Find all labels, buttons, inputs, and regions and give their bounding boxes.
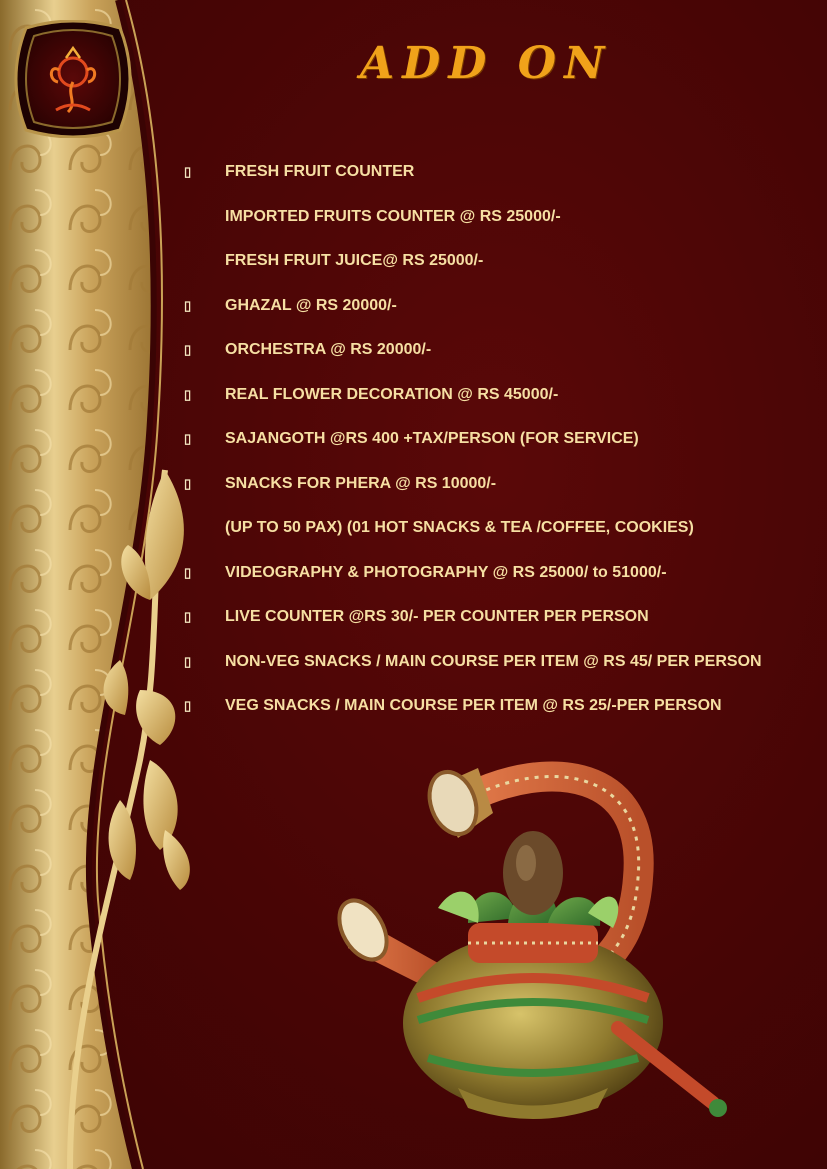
- list-item-text: LIVE COUNTER @RS 30/- PER COUNTER PER PERSON: [225, 608, 649, 626]
- kalash-pot-icon: [318, 758, 738, 1123]
- ganesha-emblem-icon: [6, 20, 140, 138]
- list-item: [180, 373, 820, 418]
- list-item: [180, 239, 820, 284]
- list-item: [180, 640, 820, 685]
- list-item-text: SAJANGOTH @RS 400 +TAX/PERSON (FOR SERVICE): [225, 430, 639, 448]
- bullet-icon: ▯: [184, 653, 192, 669]
- list-item-text: GHAZAL @ RS 20000/-: [225, 296, 397, 314]
- bullet-icon: ▯: [184, 698, 192, 714]
- list-item: [180, 684, 820, 729]
- list-item-text: VIDEOGRAPHY & PHOTOGRAPHY @ RS 25000/ to 51000/-: [225, 563, 667, 581]
- list-item-text: (UP TO 50 PAX) (01 HOT SNACKS & TEA /COFFEE, COOKIES): [225, 519, 694, 537]
- list-item-text: ORCHESTRA @ RS 20000/-: [225, 341, 432, 359]
- bullet-icon: ▯: [184, 342, 192, 358]
- list-item: [180, 417, 820, 462]
- list-item-text: NON-VEG SNACKS / MAIN COURSE PER ITEM @ RS 45/ PER PERSON: [225, 652, 762, 670]
- list-item: [180, 328, 820, 373]
- bullet-icon: ▯: [184, 475, 192, 491]
- add-on-list: [180, 150, 820, 729]
- bullet-icon: ▯: [184, 386, 192, 402]
- list-item: [180, 284, 820, 329]
- list-item-text: IMPORTED FRUITS COUNTER @ RS 25000/-: [225, 207, 561, 225]
- bullet-icon: ▯: [184, 164, 192, 180]
- list-item-text: REAL FLOWER DECORATION @ RS 45000/-: [225, 385, 559, 403]
- list-item: [180, 462, 820, 507]
- list-item-text: VEG SNACKS / MAIN COURSE PER ITEM @ RS 25/-PER PERSON: [225, 697, 722, 715]
- list-item-text: FRESH FRUIT JUICE@ RS 25000/-: [225, 252, 484, 270]
- bullet-icon: ▯: [184, 431, 192, 447]
- list-item-text: SNACKS FOR PHERA @ RS 10000/-: [225, 474, 497, 492]
- list-item-text: FRESH FRUIT COUNTER: [225, 163, 415, 181]
- list-item: [180, 150, 820, 195]
- list-item: [180, 195, 820, 240]
- bullet-icon: ▯: [184, 297, 192, 313]
- bullet-icon: ▯: [184, 564, 192, 580]
- list-item: [180, 595, 820, 640]
- list-item: [180, 506, 820, 551]
- list-item: [180, 551, 820, 596]
- page-title: ADD ON: [360, 38, 613, 89]
- bullet-icon: ▯: [184, 609, 192, 625]
